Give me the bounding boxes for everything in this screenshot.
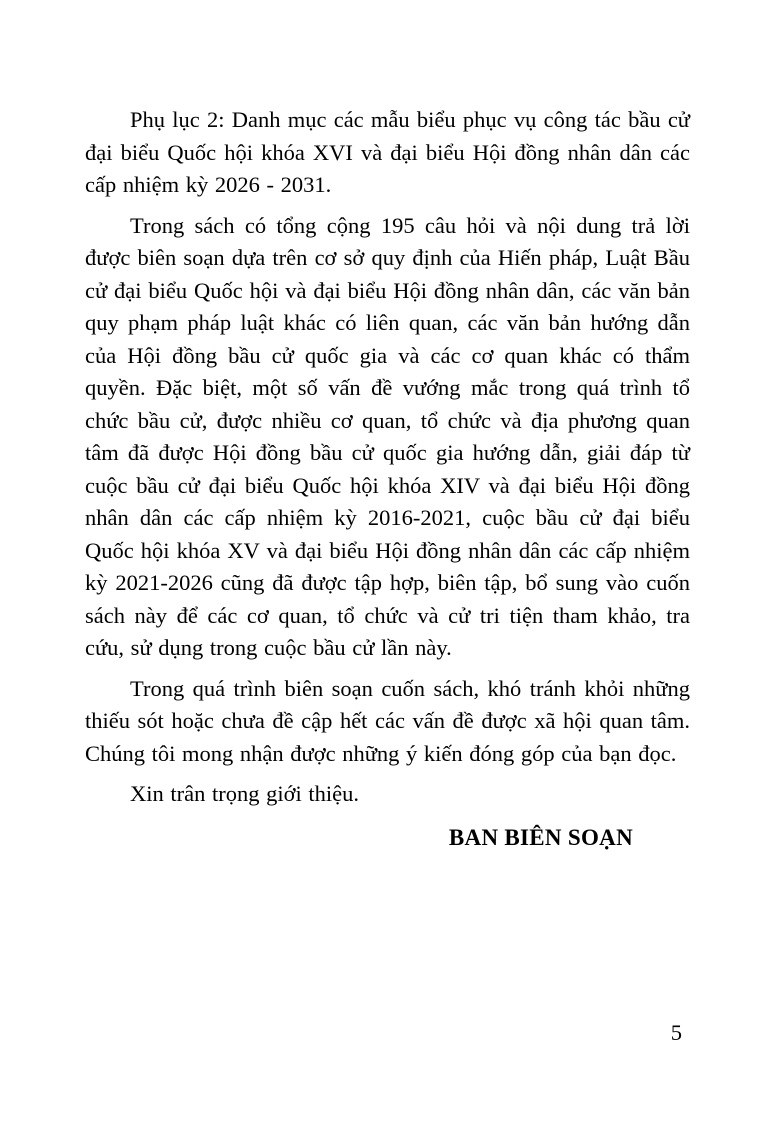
- page-number: 5: [670, 1020, 682, 1045]
- paragraph-appendix-intro: Phụ lục 2: Danh mục các mẫu biểu phục vụ công tác bầu cử đại biểu Quốc hội khóa XVI và đại biểu Hội đồng nhân dân các cấp nhiệm kỳ 2026 - 2031.: [85, 107, 690, 197]
- text-block: [85, 104, 690, 854]
- paragraph-book-contents: Trong sách có tổng cộng 195 câu hỏi và nội dung trả lời được biên soạn dựa trên cơ sở quy định của Hiến pháp, Luật Bầu cử đại biểu Quốc hội và đại biểu Hội đồng nhân dân, các văn bản quy phạm pháp luật khác có liên quan, các văn bản hướng dẫn của Hội đồng bầu cử quốc gia và các cơ quan khác có thẩm quyền. Đặc biệt, một số vấn đề vướng mắc trong quá trình tổ chức bầu cử, được nhiều cơ quan, tổ chức và địa phương quan tâm đã được Hội đồng bầu cử quốc gia hướng dẫn, giải đáp từ cuộc bầu cử đại biểu Quốc hội khóa XIV và đại biểu Hội đồng nhân dân các cấp nhiệm kỳ 2016-2021, cuộc bầu cử đại biểu Quốc hội khóa XV và đại biểu Hội đồng nhân dân các cấp nhiệm kỳ 2021-2026 cũng đã được tập hợp, biên tập, bổ sung vào cuốn sách này để các cơ quan, tổ chức và cử tri tiện tham khảo, tra cứu, sử dụng trong cuộc bầu cử lần này.: [85, 212, 690, 660]
- editorial-board-signature: BAN BIÊN SOẠN: [448, 824, 633, 850]
- paragraph-disclaimer: Trong quá trình biên soạn cuốn sách, khó tránh khỏi những thiếu sót hoặc chưa đề cập hết các vấn đề được xã hội quan tâm. Chúng tôi mong nhận được những ý kiến đóng góp của bạn đọc.: [85, 675, 690, 766]
- paragraph-closing: Xin trân trọng giới thiệu.: [130, 781, 359, 806]
- signature-row: [85, 822, 690, 855]
